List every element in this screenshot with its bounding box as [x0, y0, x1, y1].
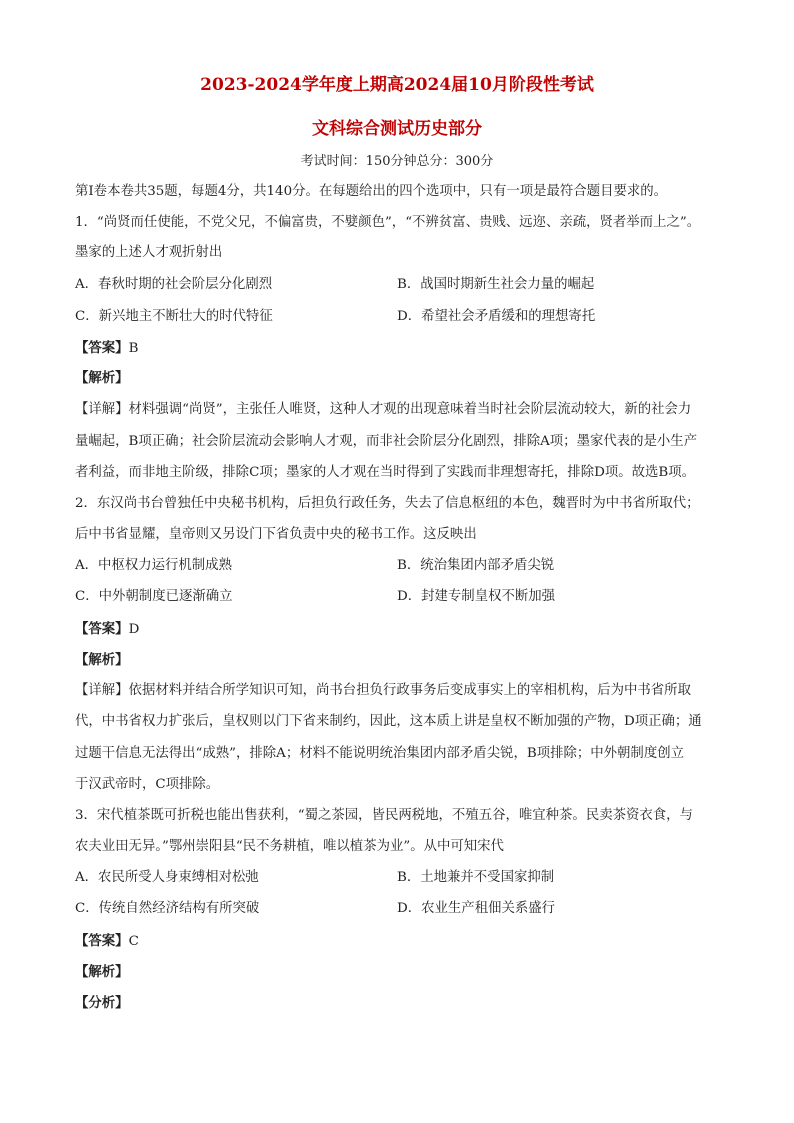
section-intro: 第Ⅰ卷本卷共35题，每题4分，共140分。在每题给出的四个选项中，只有一项是最符合题目要求的。: [75, 184, 668, 199]
question-2-option-c: C．中外朝制度已逐渐确立: [75, 589, 233, 604]
question-2-answer: [75, 619, 139, 640]
answer-value: D: [128, 622, 140, 637]
question-2-option-d: D．封建专制皇权不断加强: [397, 589, 556, 604]
question-1-analysis-label: 【解析】: [75, 370, 129, 386]
question-2-option-b: B．统治集团内部矛盾尖锐: [397, 558, 555, 573]
question-1-option-c: C．新兴地主不断壮大的时代特征: [75, 309, 273, 324]
question-2-analysis-label: 【解析】: [75, 652, 129, 668]
question-2-detail-line-4: 于汉武帝时，C项排除。: [75, 777, 220, 792]
answer-label: 【答案】: [75, 933, 129, 949]
answer-label: 【答案】: [75, 340, 129, 356]
question-2-stem-line-2: 后中书省显耀，皇帝则又另设门下省负责中央的秘书工作。这反映出: [75, 527, 477, 542]
answer-label: 【答案】: [75, 621, 129, 637]
question-3-option-b: B．土地兼并不受国家抑制: [397, 870, 555, 885]
question-3-extra-label: 【分析】: [75, 995, 129, 1011]
question-1-stem-line-1: 1．“尚贤而任使能，不党父兄，不偏富贵，不嬖颜色”，“不辨贫富、贵贱、远迩、亲疏，贤者举而上之”。: [75, 215, 701, 230]
question-3-analysis-label: 【解析】: [75, 964, 129, 980]
exam-meta: 考试时间：150分钟总分：300分: [300, 154, 494, 169]
question-1-detail-line-2: 量崛起，B项正确；社会阶层流动会影响人才观，而非社会阶层分化剧烈，排除A项；墨家代表的是小生产: [75, 434, 698, 449]
question-1-stem-line-2: 墨家的上述人才观折射出: [75, 245, 223, 260]
exam-title: 2023-2024学年度上期高2024届10月阶段性考试: [200, 75, 594, 95]
question-3-stem-line-1: 3．宋代植茶既可折税也能出售获利，“蜀之茶园，皆民两税地，不殖五谷，唯宜种茶。民卖茶资衣食，与: [75, 808, 693, 823]
question-1-answer: [75, 338, 138, 359]
answer-value: C: [128, 934, 139, 949]
question-3-answer: [75, 931, 139, 952]
exam-subtitle: 文科综合测试历史部分: [312, 119, 482, 139]
question-2-detail-line-2: 代，中书省权力扩张后，皇权则以门下省来制约，因此，这本质上讲是皇权不断加强的产物，D项正确；通: [75, 714, 702, 729]
question-2-option-a: A．中枢权力运行机制成熟: [75, 558, 232, 573]
question-1-option-a: A．春秋时期的社会阶层分化剧烈: [75, 277, 273, 292]
question-2-stem-line-1: 2．东汉尚书台曾独任中央秘书机构，后担负行政任务，失去了信息枢纽的本色，魏晋时为中书省所取代；: [75, 496, 700, 511]
question-2-detail-line-1: 【详解】依据材料并结合所学知识可知，尚书台担负行政事务后变成事实上的宰相机构，后为中书省所取: [75, 683, 691, 698]
question-3-option-a: A．农民所受人身束缚相对松弛: [75, 870, 259, 885]
question-1-detail-line-1: 【详解】材料强调“尚贤”，主张任人唯贤，这种人才观的出现意味着当时社会阶层流动较大，新的社会力: [75, 402, 692, 417]
question-3-option-d: D．农业生产租佃关系盛行: [397, 901, 556, 916]
question-3-stem-line-2: 农夫业田无异。”鄂州崇阳县“民不务耕植，唯以植茶为业”。从中可知宋代: [75, 839, 504, 854]
question-3-option-c: C．传统自然经济结构有所突破: [75, 901, 260, 916]
question-1-option-d: D．希望社会矛盾缓和的理想寄托: [397, 309, 596, 324]
answer-value: B: [128, 341, 139, 356]
question-1-detail-line-3: 者利益，而非地主阶级，排除C项；墨家的人才观在当时得到了实践而非理想寄托，排除D项。故选B项。: [75, 465, 696, 480]
question-1-option-b: B．战国时期新生社会力量的崛起: [397, 277, 595, 292]
question-2-detail-line-3: 过题干信息无法得出“成熟”，排除A；材料不能说明统治集团内部矛盾尖锐，B项排除；中外朝制度创立: [75, 746, 684, 761]
